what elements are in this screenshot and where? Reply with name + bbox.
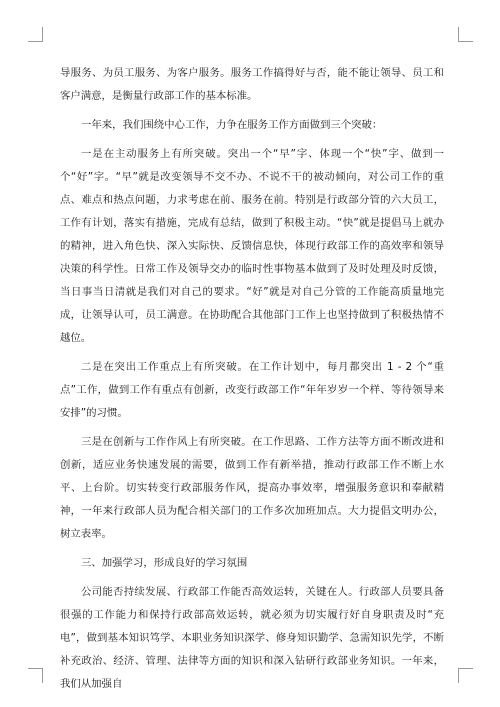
paragraph-innovation-style: 三是在创新与工作作风上有所突破。在工作思路、工作方法等方面不断改进和创新，适应业务快速发展的需要，做到工作有新举措，推动行政部工作不断上水平、上台阶。切实转变行政部服务作风，提高办事效率，增强服务意识和奉献精神，一年来行政部人员为配合相关部门的工作多次加班加点。大力提倡文明办公，树立表率。 — [60, 436, 444, 540]
section-heading-learning: 三、加强学习，形成良好的学习氛围 — [81, 557, 248, 569]
crop-mark-bottom-left — [28, 668, 43, 683]
crop-mark-bottom-right — [458, 668, 473, 683]
document-body — [60, 62, 444, 702]
paragraph-proactive-service: 一是在主动服务上有所突破。突出一个“早”字、体现一个“快”字、做到一个“好”字。“早”就是改变领导不交不办、不说不干的被动倾向，对公司工作的重点、难点和热点问题，力求考虑在前、服务在前。特别是行政部分管的六大员工，工作有计划，落实有措施，完成有总结，做到了积极主动。“快”就是提倡马上就办的精神，进入角色快、深入实际快、反馈信息快，体现行政部工作的高效率和领导决策的科学性。日常工作及领导交办的临时性事物基本做到了及时处理及时反馈，当日事当日清就是我们对自己的要求。“好”就是对自己分管的工作能高质量地完成，让领导认可，员工满意。在协助配合其他部门工作上也坚持做到了积极热情不越位。 — [60, 148, 444, 344]
paragraph-three-breakthroughs-intro: 一年来，我们围绕中心工作，力争在服务工作方面做到三个突破： — [81, 119, 383, 131]
crop-mark-top-right — [458, 27, 473, 42]
paragraph-service-standard: 导服务、为员工服务、为客户服务。服务工作搞得好与否，能不能让领导、员工和客户满意，是衡量行政部工作的基本标准。 — [60, 67, 444, 102]
crop-mark-top-left — [28, 27, 43, 42]
paragraph-work-priorities: 二是在突出工作重点上有所突破。在工作计划中，每月都突出 1 - 2 个“重点”工作，做到工作有重点有创新，改变行政部工作“年年岁岁一个样、等待领导来安排”的习惯。 — [60, 361, 444, 419]
paragraph-learning-atmosphere: 公司能否持续发展、行政部工作能否高效运转，关键在人。行政部人员要具备很强的工作能力和保持行政部高效运转，就必须为切实履行好自身职责及时“充电”，做到基本知识笃学、本职业务知识深学、修身知识勤学、急需知识先学，不断补充政治、经济、管理、法律等方面的知识和深入钻研行政部业务知识。一年来，我们从加强自 — [60, 586, 444, 690]
